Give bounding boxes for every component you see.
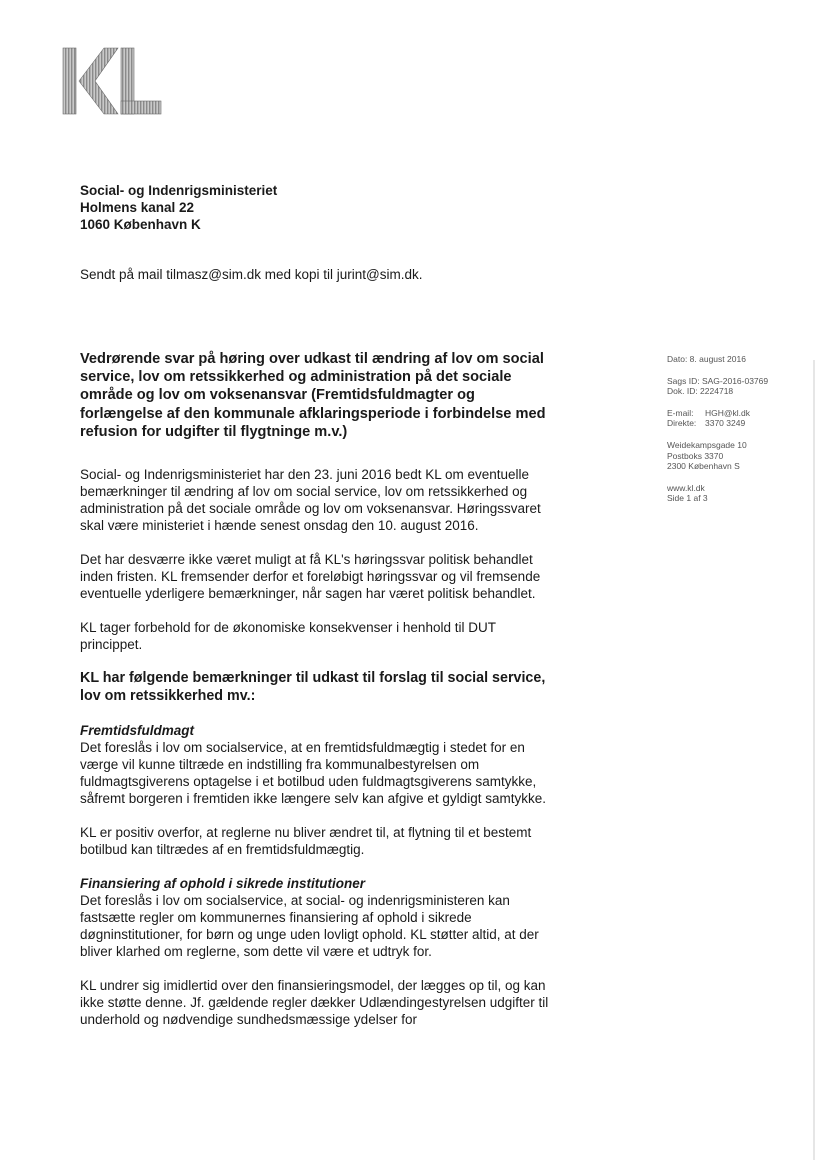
sags-id: Sags ID: SAG-2016-03769	[667, 375, 769, 386]
page-number: Side 1 af 3	[667, 493, 708, 504]
email-value: HGH@kl.dk	[705, 407, 750, 418]
paragraph: Det foreslås i lov om socialservice, at social- og indenrigsministeren kan fastsætte regler om kommunernes finansiering af ophold i sikrede døgninstitutioner, for børn og unge uden lovligt ophold. KL støtter altid, at der bliver klarhed om reglerne, som dette vil være et udtryk for.	[80, 893, 539, 960]
website: www.kl.dk	[667, 482, 705, 493]
subheading: Fremtidsfuldmagt	[80, 723, 195, 739]
recipient-address	[80, 182, 277, 233]
paragraph: Det har desværre ikke været muligt at få KL's høringssvar politisk behandlet inden fristen. KL fremsender derfor et foreløbigt høringssvar og vil fremsende eventuelle yderligere bemærkninger, når sagen har været politisk behandlet.	[80, 552, 541, 602]
direkte-label: Direkte:	[667, 418, 697, 429]
paragraph: KL er positiv overfor, at reglerne nu bliver ændret til, at flytning til et bestemt botilbud kan tiltrædes af en fremtidsfuldmægtig.	[80, 825, 532, 858]
email-label: E-mail:	[667, 407, 694, 418]
street: Weidekampsgade 10	[667, 439, 747, 450]
direkte-value: 3370 3249	[705, 418, 746, 429]
letter-heading: Vedrørende svar på høring over udkast til ændring af lov om social service, lov om retssikkerhed og administration på det sociale område og lov om voksenansvar (Fremtidsfuldmagter og forlængelse af den kommunale afklaringsperiode i forbindelse med refusion for udgifter til flygtninge m.v.)	[80, 351, 546, 440]
recipient-line: Social- og Indenrigsministeriet	[80, 183, 278, 198]
paragraph: Det foreslås i lov om socialservice, at en fremtidsfuldmægtig i stedet for en værge vil kunne tiltræde en indstilling fra kommunalbestyrelsen om fuldmagtsgiverens optagelse i et botilbud uden fuldmagtsgiverens samtykke, såfremt borgeren i fremtiden ikke længere selv kan afgive et gyldigt samtykke.	[80, 740, 546, 807]
phone-row	[667, 418, 817, 429]
recipient-line: Holmens kanal 22	[80, 200, 195, 215]
paragraph: KL tager forbehold for de økonomiske konsekvenser i henhold til DUT princippet.	[80, 620, 496, 653]
city: 2300 København S	[667, 461, 740, 472]
paragraph: Social- og Indenrigsministeriet har den 23. juni 2016 bedt KL om eventuelle bemærkninger til ændring af lov om social service, lov om retssikkerhed og administration på det sociale område og lov om voksenansvar. Høringssvaret skal være ministeriet i hænde senest onsdag den 10. august 2016.	[80, 467, 541, 534]
subheading: Finansiering af ophold i sikrede institutioner	[80, 876, 366, 892]
kl-logo-icon	[62, 47, 162, 115]
dok-id: Dok. ID: 2224718	[667, 386, 734, 397]
email-row	[667, 408, 817, 419]
postbox: Postboks 3370	[667, 450, 724, 461]
date: Dato: 8. august 2016	[667, 354, 746, 364]
recipient-line: 1060 København K	[80, 217, 201, 232]
letter-body	[80, 350, 558, 1045]
metadata-sidebar	[667, 354, 817, 515]
section-heading: KL har følgende bemærkninger til udkast til forslag til social service, lov om retssikkerhed mv.:	[80, 670, 546, 704]
paragraph: KL undrer sig imidlertid over den finansieringsmodel, der lægges op til, og kan ikke støtte denne. Jf. gældende regler dækker Udlændingestyrelsen udgifter til underhold og nødvendige sundhedsmæssige ydelser for	[80, 978, 549, 1028]
sent-note: Sendt på mail tilmasz@sim.dk med kopi til jurint@sim.dk.	[80, 267, 423, 282]
scan-edge-shadow	[813, 360, 815, 1160]
